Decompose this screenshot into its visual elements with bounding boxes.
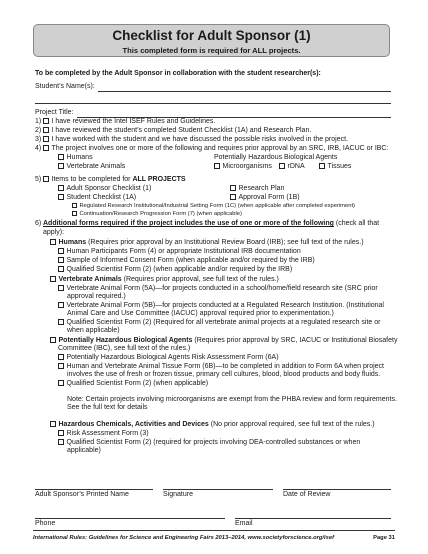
checkbox-microorganisms[interactable] (214, 163, 220, 169)
option-rdna-label: rDNA (287, 163, 305, 170)
page-subtitle: This completed form is required for ALL projects. (122, 45, 301, 55)
item-6-heading-rest: (check all that (333, 220, 380, 227)
project-title-line[interactable] (77, 111, 391, 118)
hazardous-form-3-label: Risk Assessment Form (3) (66, 430, 149, 437)
item-6-heading: Additional forms required if the project includes the use of one or more of the following (43, 220, 334, 227)
item-2-number: 2) (35, 127, 42, 134)
option-continuation-form-label: Continuation/Research Progression Form (7) (when applicable) (79, 211, 242, 217)
vertebrate-heading: Vertebrate Animals (58, 276, 122, 283)
signature-row (35, 489, 391, 499)
checkbox-vertebrate-5a[interactable] (58, 285, 64, 291)
vertebrate-5a-cont (67, 293, 126, 302)
checkbox-phba-qs[interactable] (58, 380, 64, 386)
vertebrate-qs-cont (67, 327, 120, 336)
date-label: Date of Review (283, 491, 331, 498)
option-humans[interactable] (58, 154, 93, 163)
hazardous-qs[interactable] (58, 439, 360, 448)
vertebrate-5b-label-2: Animal Care and Use Committee (IACUC) approval required prior to experimentation.) (67, 310, 334, 317)
checkbox-adult-sponsor-checklist[interactable] (58, 185, 64, 191)
phba-note-line-1: Note: Certain projects involving microorganisms are exempt from the PHBA review and form requirements. (67, 396, 397, 403)
option-adult-sponsor-checklist[interactable] (58, 185, 151, 194)
humans-consent[interactable] (58, 257, 315, 266)
option-vertebrate-label: Vertebrate Animals (66, 163, 126, 170)
checkbox-hazardous-section[interactable] (50, 421, 56, 427)
page-title: Checklist for Adult Sponsor (1) (112, 28, 311, 43)
vertebrate-qs-label: Qualified Scientist Form (2) (Required for all vertebrate animal projects at a regulated research site or (66, 319, 381, 326)
students-name-field[interactable] (35, 83, 391, 92)
item-2-label: I have reviewed the student’s completed Student Checklist (1A) and Research Plan. (51, 127, 312, 134)
footer (33, 535, 395, 542)
signature-line[interactable] (163, 489, 273, 490)
hazardous-form-3[interactable] (58, 430, 149, 439)
phone-line[interactable] (35, 518, 225, 519)
section-vertebrate[interactable] (50, 276, 279, 285)
hazardous-heading-rest: (No prior approval required, see full text of the rules.) (208, 421, 375, 428)
option-tissues[interactable] (319, 163, 351, 172)
item-6 (35, 220, 379, 229)
vertebrate-qs-label-2: when applicable) (67, 327, 120, 334)
vertebrate-5b-cont (67, 310, 334, 319)
hazardous-qs-label-2: applicable) (67, 447, 101, 454)
option-tissues-label: Tissues (327, 163, 352, 170)
hazardous-qs-label: Qualified Scientist Form (2) (required for projects involving DEA-controlled substances or when (66, 439, 361, 446)
item-6-continued (43, 229, 64, 238)
checkbox-vertebrate[interactable] (58, 163, 64, 169)
humans-heading: Humans (58, 239, 87, 246)
checkbox-humans-section[interactable] (50, 239, 56, 245)
vertebrate-heading-rest: (Requires prior approval, see full text of the rules.) (121, 276, 279, 283)
phba-6a[interactable] (58, 354, 279, 363)
option-humans-label: Humans (66, 154, 93, 161)
hazardous-qs-cont (67, 447, 101, 456)
checkbox-phba-6a[interactable] (58, 354, 64, 360)
checkbox-vertebrate-5b[interactable] (58, 302, 64, 308)
phba-6b-label: Human and Vertebrate Animal Tissue Form (6B)—to be completed in addition to Form 6A when project (66, 363, 384, 370)
option-continuation-form[interactable] (72, 211, 242, 218)
checkbox-hazardous-qs[interactable] (58, 439, 64, 445)
item-6-number: 6) (35, 220, 42, 227)
vertebrate-5a-label: Vertebrate Animal Form (5A)—for projects conducted in a school/home/field research site (SRC prior (66, 285, 378, 292)
students-name-line[interactable] (98, 85, 391, 92)
intro-text: To be completed by the Adult Sponsor in collaboration with the student researcher(s): (35, 70, 321, 77)
item-1-label: I have reviewed the Intel ISEF Rules and Guidelines. (51, 118, 216, 125)
item-5-label-bold: ALL PROJECTS (132, 176, 186, 183)
printed-name-line[interactable] (35, 489, 153, 490)
students-name-line-2[interactable] (35, 97, 391, 104)
vertebrate-5a-label-2: approval required.) (67, 293, 126, 300)
item-2 (35, 127, 311, 136)
students-name-line-2-rule[interactable] (35, 97, 391, 104)
checkbox-regulated-research[interactable] (72, 203, 77, 208)
email-line[interactable] (235, 518, 391, 519)
item-1-number: 1) (35, 118, 42, 125)
checkbox-phba-6b[interactable] (58, 363, 64, 369)
phba-qs[interactable] (58, 380, 208, 389)
phba-heading-cont (58, 345, 190, 354)
printed-name-label: Adult Sponsor’s Printed Name (35, 491, 129, 498)
page-number: Page 31 (373, 535, 395, 541)
checkbox-humans-form-4[interactable] (58, 248, 64, 254)
phba-qs-label: Qualified Scientist Form (2) (when applicable) (66, 380, 209, 387)
footer-text: International Rules: Guidelines for Science and Engineering Fairs 2013–2014, www.societyforscience.org/isef (33, 535, 335, 541)
signature-label: Signature (163, 491, 193, 498)
phone-label: Phone (35, 520, 56, 527)
checkbox-1[interactable] (43, 118, 49, 124)
option-regulated-research-label: Regulated Research Institutional/Industrial Setting Form (1C) (when applicable after completed experiment) (79, 203, 355, 209)
checkbox-3[interactable] (43, 136, 49, 142)
item-5-number: 5) (35, 176, 42, 183)
item-4-label: The project involves one or more of the following and requires prior approval by an SRC, IRB, IACUC or IBC: (51, 145, 389, 152)
option-student-checklist[interactable] (58, 194, 136, 203)
checkbox-vertebrate-qs[interactable] (58, 319, 64, 325)
item-5 (35, 176, 186, 185)
checkbox-approval-form[interactable] (230, 194, 236, 200)
date-line[interactable] (283, 489, 391, 490)
option-vertebrate[interactable] (58, 163, 125, 172)
phba-6a-label: Potentially Hazardous Biological Agents Risk Assessment Form (6A) (66, 354, 279, 361)
checkbox-hazardous-form-3[interactable] (58, 430, 64, 436)
section-hazardous[interactable] (50, 421, 375, 430)
item-4 (35, 145, 388, 154)
email-label: Email (235, 520, 253, 527)
item-4-number: 4) (35, 145, 42, 152)
option-approval-form[interactable] (230, 194, 300, 203)
option-research-plan[interactable] (230, 185, 284, 194)
vertebrate-5b-label: Vertebrate Animal Form (5B)—for projects conducted at a Regulated Research Institution. (Institutional (66, 302, 384, 309)
option-research-plan-label: Research Plan (238, 185, 285, 192)
section-humans[interactable] (50, 239, 364, 248)
option-student-checklist-label: Student Checklist (1A) (66, 194, 137, 201)
item-3-label: I have worked with the student and we have discussed the possible risks involved in the project. (51, 136, 348, 143)
item-1 (35, 118, 215, 127)
checkbox-phba-section[interactable] (50, 337, 56, 343)
checkbox-humans-consent[interactable] (58, 257, 64, 263)
phba-heading: Potentially Hazardous Biological Agents (58, 337, 193, 344)
title-box (33, 24, 390, 57)
option-phba[interactable] (214, 154, 337, 163)
humans-form-4-label: Human Participants Form (4) or appropriate Institutional IRB documentation (66, 248, 301, 255)
phba-6b-label-2: involves the use of fresh or frozen tissue, primary cell cultures, blood, blood products and body fluids. (67, 371, 381, 378)
checkbox-rdna[interactable] (279, 163, 285, 169)
phba-heading-rest: (Requires prior approval by SRC, IACUC or Institutional Biosafety (192, 337, 398, 344)
option-microorganisms[interactable] (214, 163, 272, 172)
phba-6b-cont (67, 371, 380, 380)
hazardous-heading: Hazardous Chemicals, Activities and Devices (58, 421, 209, 428)
students-name-label: Student’s Name(s): (35, 83, 95, 90)
phba-note-cont (67, 404, 148, 413)
checkbox-2[interactable] (43, 127, 49, 133)
project-title-field[interactable] (35, 109, 391, 118)
contact-row (35, 518, 391, 528)
checkbox-humans-qs[interactable] (58, 266, 64, 272)
phba-heading-rest-2: Committee (IBC), see full text of the rules.) (58, 345, 191, 352)
humans-qs-label: Qualified Scientist Form (2) (when applicable and/or required by the IRB) (66, 266, 293, 273)
option-approval-form-label: Approval Form (1B) (238, 194, 300, 201)
option-regulated-research[interactable] (72, 203, 355, 210)
item-3-number: 3) (35, 136, 42, 143)
checkbox-humans[interactable] (58, 154, 64, 160)
checkbox-4[interactable] (43, 145, 49, 151)
checkbox-continuation-form[interactable] (72, 211, 77, 216)
option-phba-label: Potentially Hazardous Biological Agents (214, 154, 338, 161)
humans-form-4[interactable] (58, 248, 301, 257)
option-rdna[interactable] (279, 163, 305, 172)
humans-qs[interactable] (58, 266, 292, 275)
checkbox-5[interactable] (43, 176, 49, 182)
option-adult-sponsor-checklist-label: Adult Sponsor Checklist (1) (66, 185, 152, 192)
item-6-heading-rest-2: apply): (43, 229, 65, 236)
project-title-label: Project Title: (35, 109, 74, 116)
footer-divider (33, 530, 395, 531)
phba-note-line-2: See the full text for details (67, 404, 148, 411)
item-5-label: Items to be completed for (51, 176, 133, 183)
checkbox-tissues[interactable] (319, 163, 325, 169)
option-microorganisms-label: Microorganisms (222, 163, 272, 170)
humans-heading-rest: (Requires prior approval by an Institutional Review Board (IRB); see full text of the rules.) (86, 239, 364, 246)
humans-consent-label: Sample of Informed Consent Form (when applicable and/or required by the IRB) (66, 257, 315, 264)
checkbox-vertebrate-section[interactable] (50, 276, 56, 282)
checkbox-student-checklist[interactable] (58, 194, 64, 200)
item-3 (35, 136, 348, 145)
checkbox-research-plan[interactable] (230, 185, 236, 191)
